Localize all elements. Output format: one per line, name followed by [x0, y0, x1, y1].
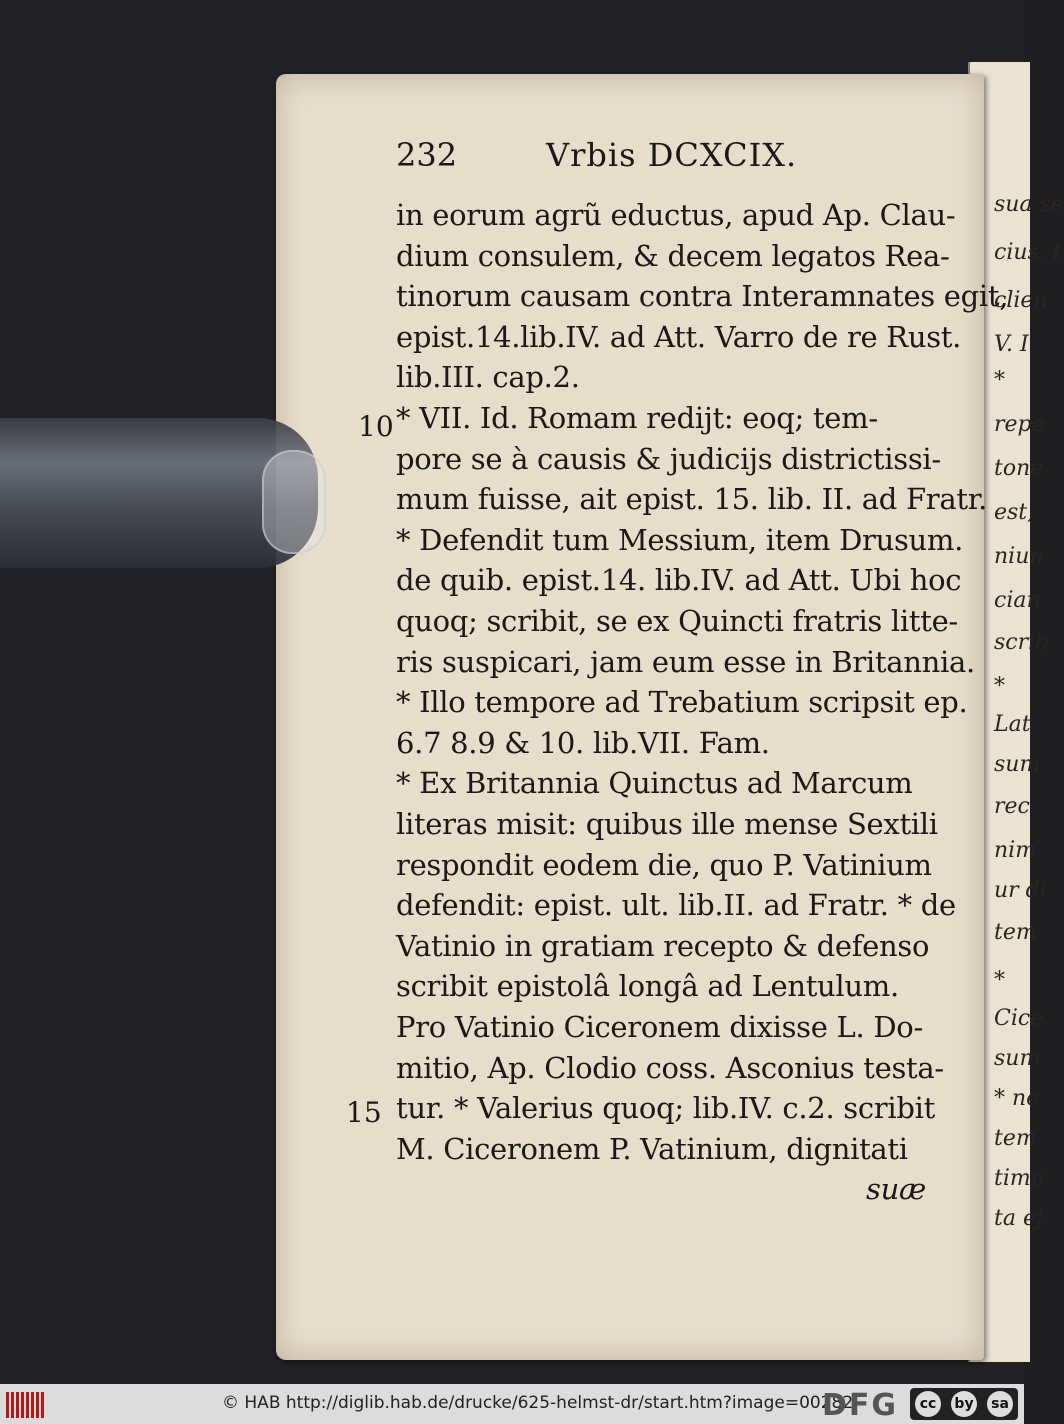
text-line: 6.7 8.9 & 10. lib.VII. Fam.	[396, 725, 770, 760]
cc-license-badge[interactable]	[910, 1388, 1018, 1420]
next-page-fragment: ta ej	[994, 1206, 1043, 1231]
text-line: in eorum agrũ eductus, apud Ap. Clau-	[396, 198, 956, 232]
footer-bar	[0, 1384, 1024, 1424]
text-line: * Defendit tum Messium, item Drusum.	[396, 522, 964, 557]
text-line: ris suspicari, jam eum esse in Britannia.	[396, 644, 975, 679]
barcode-icon	[6, 1392, 46, 1418]
margin-line-number: 10	[358, 410, 394, 443]
clamp-tip	[262, 450, 326, 554]
text-line: pore se à causis & judicijs districtissi-	[396, 441, 941, 476]
text-line: tinorum causam contra Interamnates egit,	[396, 279, 1009, 314]
by-icon: by	[951, 1391, 977, 1417]
next-page-fragment: est,	[994, 500, 1035, 525]
text-line: Vatinio in gratiam recepto & defenso	[396, 928, 930, 963]
next-page-fragment: *	[994, 368, 1005, 393]
next-page-fragment: *	[994, 674, 1005, 699]
text-line: mitio, Ap. Clodio coss. Asconius testa-	[396, 1050, 944, 1085]
page-number: 232	[396, 136, 458, 174]
running-title: Vrbis DCXCIX.	[546, 136, 798, 174]
next-page-fragment: tone	[994, 456, 1044, 481]
text-line: lib.III. cap.2.	[396, 360, 580, 395]
text-line: epist.14.lib.IV. ad Att. Varro de re Rust.	[396, 319, 962, 354]
next-page-fragment: rec	[994, 794, 1030, 819]
text-line: dium consulem, & decem legatos Rea-	[396, 238, 950, 273]
text-line: tur. * Valerius quoq; lib.IV. c.2. scribit	[396, 1091, 935, 1126]
footer-copyright-link[interactable]: © HAB http://diglib.hab.de/drucke/625-helmst-dr/start.htm?image=00282	[222, 1393, 854, 1413]
text-line: respondit eodem die, quo P. Vatinium	[396, 847, 932, 882]
next-page-fragment: Lat	[994, 712, 1031, 737]
next-page-fragment: repe	[994, 412, 1045, 437]
next-page-fragment: cian	[994, 588, 1041, 613]
dfg-logo: DFG	[822, 1388, 899, 1423]
page-header	[396, 136, 798, 174]
next-page-fragment: timu	[994, 1166, 1045, 1191]
text-line: scribit epistolâ longâ ad Lentulum.	[396, 969, 899, 1004]
text-line: Pro Vatinio Ciceronem dixisse L. Do-	[396, 1010, 923, 1044]
next-page-fragment: Cice	[994, 1006, 1044, 1031]
next-page-fragment: ur di	[994, 878, 1047, 903]
sa-icon: sa	[987, 1391, 1013, 1417]
next-page-fragment: V. I	[994, 332, 1029, 357]
next-page-fragment: scrib	[994, 630, 1050, 655]
next-page-fragment: nim	[994, 838, 1037, 863]
text-line: * Ex Britannia Quinctus ad Marcum	[396, 766, 913, 801]
text-line: mum fuisse, ait epist. 15. lib. II. ad Fratr.	[396, 482, 987, 517]
text-line: literas misit: quibus ille mense Sextili	[396, 807, 938, 841]
text-line: defendit: epist. ult. lib.II. ad Fratr. * de	[396, 888, 956, 923]
next-page-fragment: niun	[994, 544, 1044, 569]
next-page-fragment: *	[994, 968, 1005, 993]
next-page-fragment: * ne	[994, 1086, 1040, 1111]
next-page-fragment: sum	[994, 752, 1041, 777]
next-page-fragment: tem	[994, 1126, 1037, 1151]
cc-icon: cc	[915, 1391, 941, 1417]
text-line: quoq; scribit, se ex Quincti fratris litte-	[396, 604, 958, 638]
text-line: * VII. Id. Romam redijt: eoq; tem-	[396, 401, 878, 435]
next-page-fragment: cius. t	[994, 240, 1062, 265]
next-page-fragment: sum	[994, 1046, 1041, 1071]
next-page-fragment: sua se	[994, 192, 1064, 217]
next-page-fragment: tem	[994, 920, 1037, 945]
text-line: suæ	[866, 1172, 926, 1207]
text-line: * Illo tempore ad Trebatium scripsit ep.	[396, 685, 968, 720]
next-page-fragment: clien	[994, 288, 1048, 313]
text-line: de quib. epist.14. lib.IV. ad Att. Ubi hoc	[396, 563, 962, 598]
margin-line-number: 15	[346, 1096, 382, 1129]
book-page	[276, 74, 1009, 1360]
text-line: M. Ciceronem P. Vatinium, dignitati	[396, 1131, 908, 1166]
